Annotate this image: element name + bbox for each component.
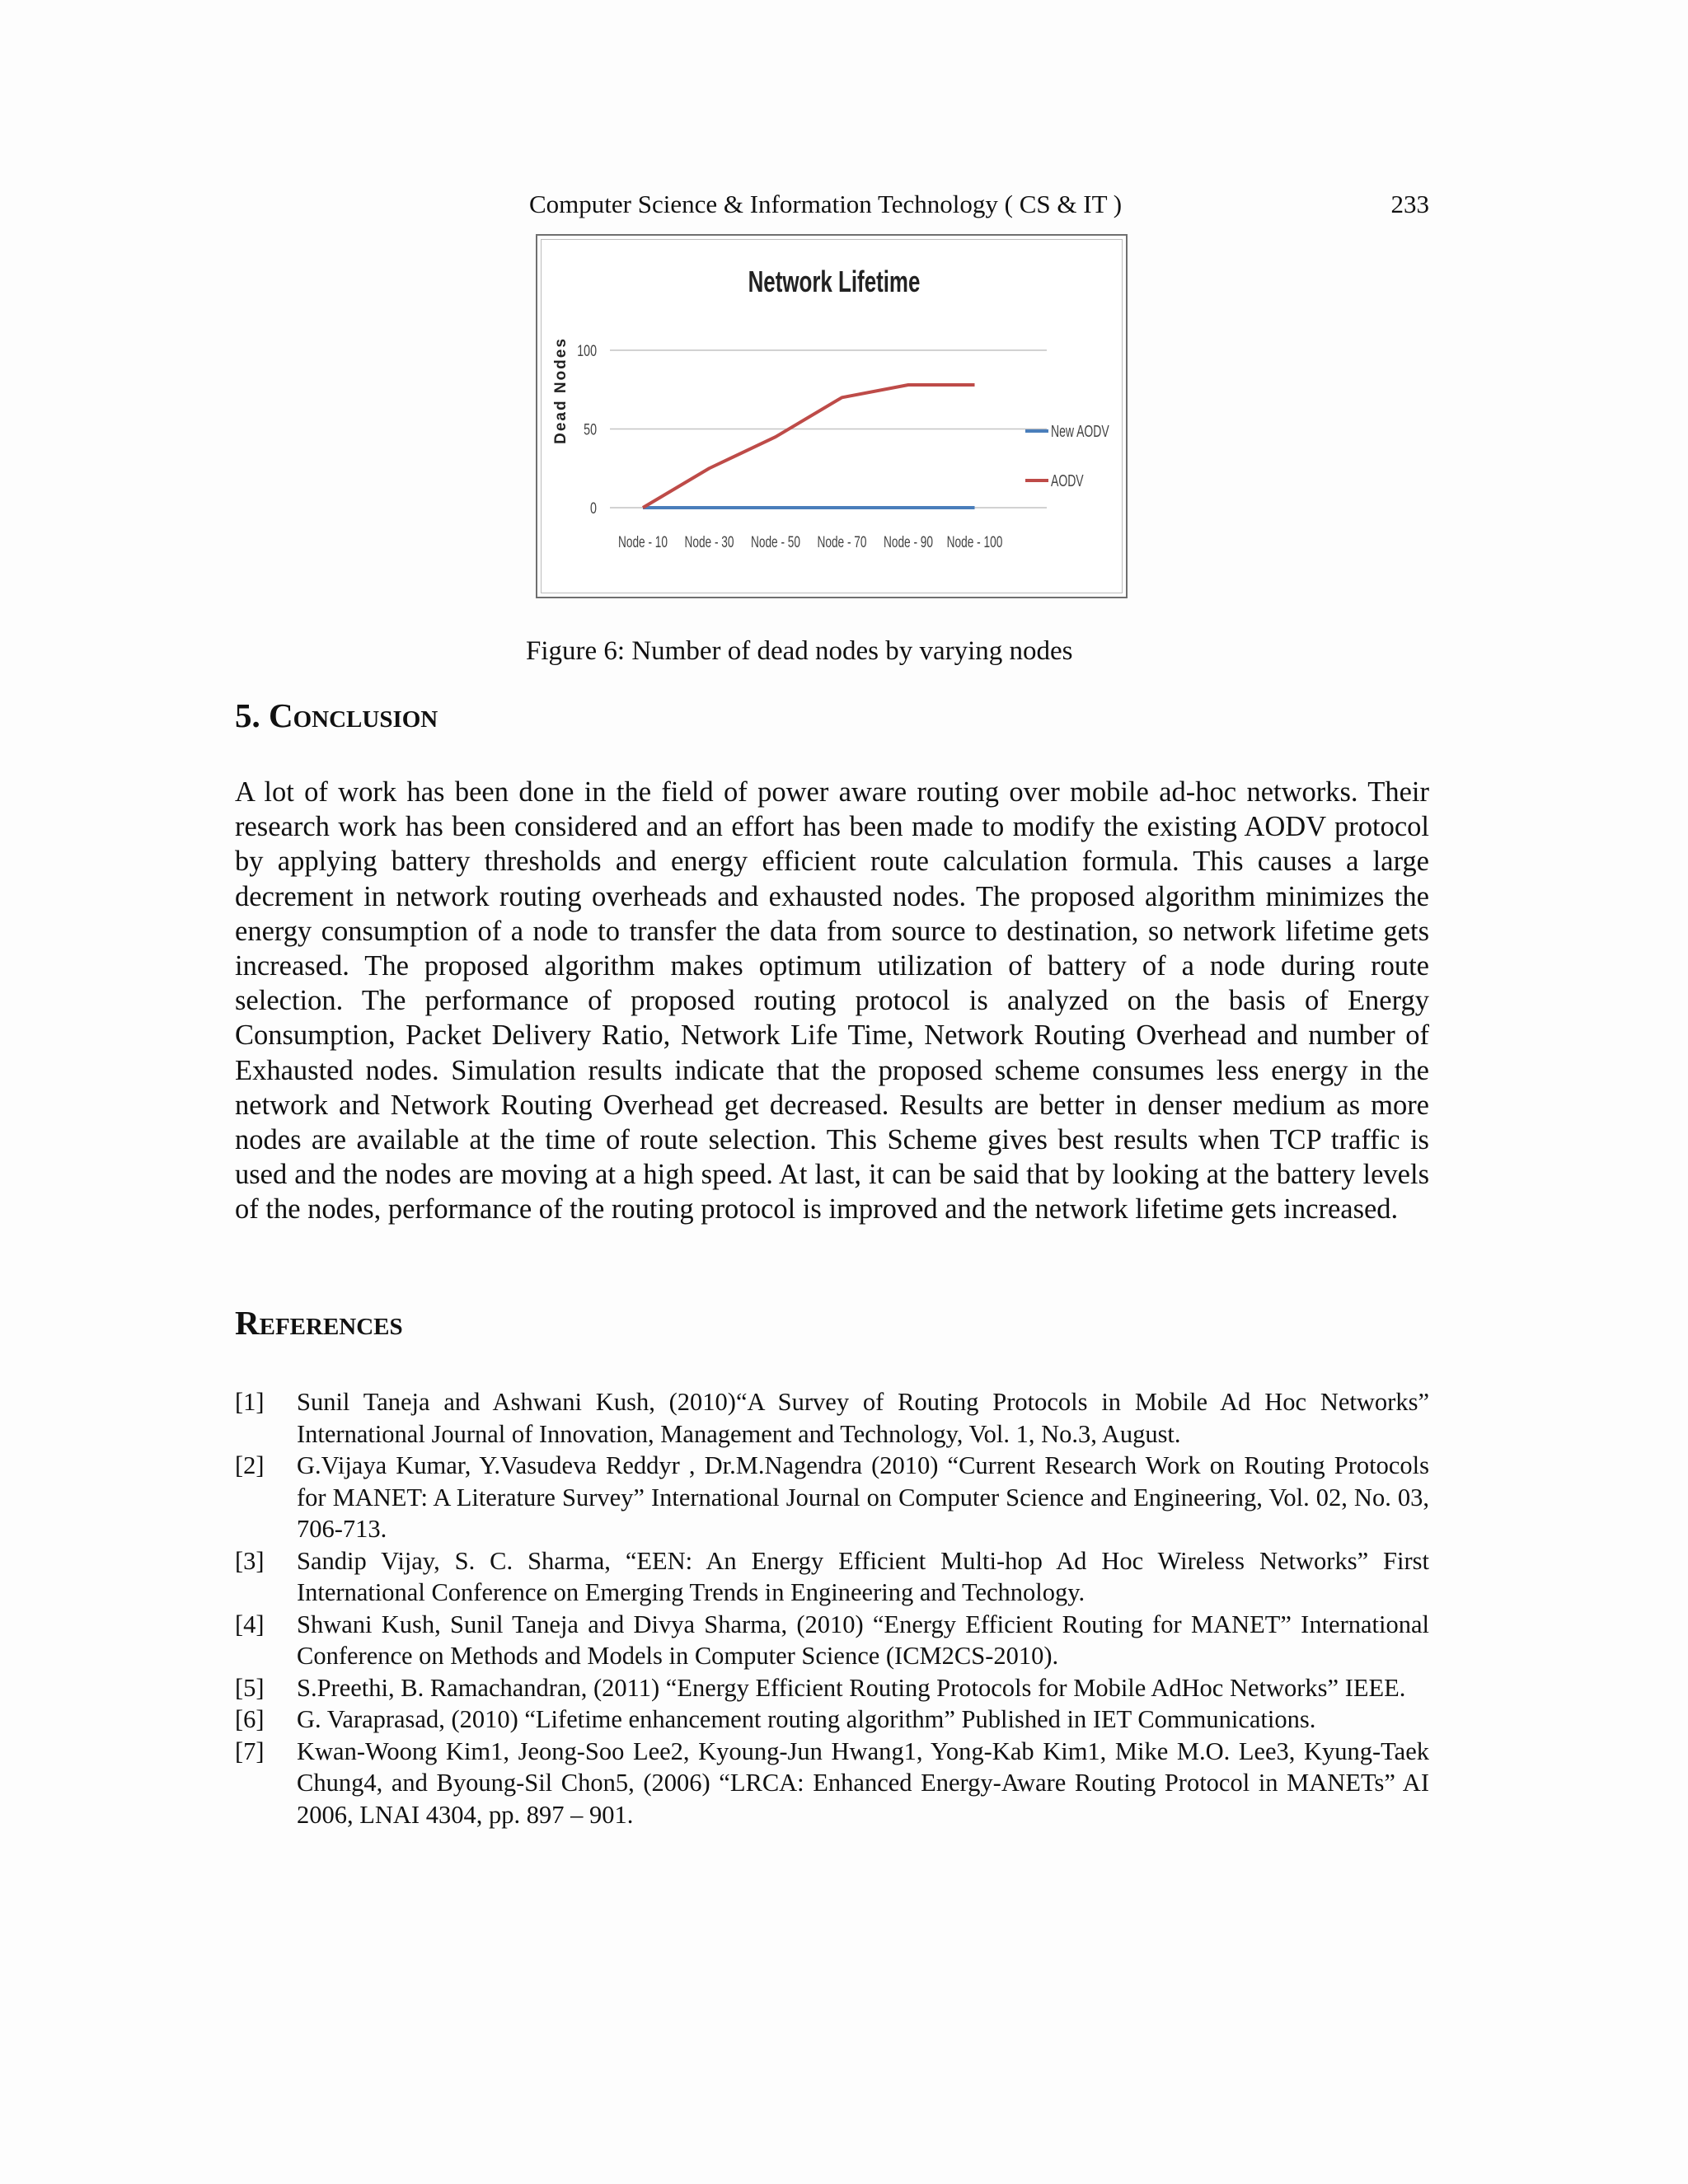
references-heading: References xyxy=(235,1304,403,1342)
x-tick-label: Node - 50 xyxy=(750,532,801,551)
x-tick-label: Node - 100 xyxy=(946,532,1003,551)
reference-item xyxy=(235,1672,1429,1704)
y-tick-labels xyxy=(577,342,597,517)
x-tick-labels xyxy=(618,533,1002,551)
reference-text: G. Varaprasad, (2010) “Lifetime enhancement routing algorithm” Published in IET Communications. xyxy=(297,1705,1316,1733)
conclusion-paragraph: A lot of work has been done in the field of power aware routing over mobile ad-hoc networks. Their research work has been considered and an effort has been made to modify the existing AODV protocol by applying battery thresholds and energy efficient route calculation formula. This causes a large decrement in network routing overheads and exhausted nodes. The proposed algorithm minimizes the energy consumption of a node to transfer the data from source to destination, so network lifetime gets increased. The proposed algorithm makes optimum utilization of battery of a node during route selection. The performance of proposed routing protocol is analyzed on the basis of Energy Consumption, Packet Delivery Ratio, Network Life Time, Network Routing Overhead and number of Exhausted nodes. Simulation results indicate that the proposed scheme consumes less energy in the network and Network Routing Overhead get decreased. Results are better in denser medium as more nodes are available at the time of route selection. This Scheme gives best results when TCP traffic is used and the nodes are moving at a high speed. At last, it can be said that by looking at the battery levels of the nodes, performance of the routing protocol is improved and the network lifetime gets increased. xyxy=(235,776,1429,1226)
reference-item xyxy=(235,1609,1429,1672)
y-tick-label: 100 xyxy=(577,342,597,360)
running-title: Computer Science & Information Technology ( CS & IT ) xyxy=(529,190,1123,218)
figure-network-lifetime xyxy=(536,234,1128,598)
reference-item xyxy=(235,1386,1429,1450)
reference-item xyxy=(235,1704,1429,1736)
figure-caption: Figure 6: Number of dead nodes by varying nodes xyxy=(526,636,1073,666)
reference-number: [7] xyxy=(235,1736,265,1765)
reference-item xyxy=(235,1450,1429,1545)
reference-text: Kwan-Woong Kim1, Jeong-Soo Lee2, Kyoung-Jun Hwang1, Yong-Kab Kim1, Mike M.O. Lee3, Kyung-Taek Chung4, and Byoung-Sil Chon5, (2006) “LRCA: Enhanced Energy-Aware Routing Protocol in MANETs” AI 2006, LNAI 4304, pp. 897 – 901. xyxy=(297,1736,1429,1829)
chart-legend xyxy=(1025,421,1109,490)
reference-number: [2] xyxy=(235,1451,265,1479)
reference-text: G.Vijaya Kumar, Y.Vasudeva Reddyr , Dr.M.Nagendra (2010) “Current Research Work on Routing Protocols for MANET: A Literature Survey” International Journal on Computer Science and Engineering, Vol. 02, No. 03, 706-713. xyxy=(297,1451,1429,1543)
reference-list xyxy=(235,1386,1429,1830)
reference-number: [6] xyxy=(235,1705,265,1733)
reference-number: [4] xyxy=(235,1610,265,1638)
legend-label: AODV xyxy=(1051,471,1084,490)
y-axis-label: Dead Nodes xyxy=(552,337,570,444)
reference-text: Sunil Taneja and Ashwani Kush, (2010)“A Survey of Routing Protocols in Mobile Ad Hoc Networks” International Journal of Innovation, Management and Technology, Vol. 1, No.3, August. xyxy=(297,1388,1429,1448)
legend-label: New AODV xyxy=(1051,421,1109,441)
y-tick-label: 0 xyxy=(590,499,597,518)
series-line-aodv xyxy=(643,385,975,508)
x-tick-label: Node - 90 xyxy=(883,532,934,551)
page-number: 233 xyxy=(1390,190,1429,218)
x-tick-label: Node - 30 xyxy=(684,532,734,551)
y-tick-label: 50 xyxy=(584,420,597,439)
reference-number: [5] xyxy=(235,1673,265,1702)
reference-item xyxy=(235,1545,1429,1609)
reference-item xyxy=(235,1736,1429,1831)
reference-number: [1] xyxy=(235,1388,265,1416)
x-tick-label: Node - 70 xyxy=(817,532,867,551)
reference-text: Shwani Kush, Sunil Taneja and Divya Sharma, (2010) “Energy Efficient Routing for MANET” International Conference on Methods and Models in Computer Science (ICM2CS-2010). xyxy=(297,1610,1429,1670)
x-tick-label: Node - 10 xyxy=(617,532,668,551)
chart-title: Network Lifetime xyxy=(748,265,921,299)
chart-series xyxy=(643,385,975,508)
reference-number: [3] xyxy=(235,1546,265,1575)
chart-gridlines xyxy=(610,350,1047,508)
reference-text: S.Preethi, B. Ramachandran, (2011) “Energy Efficient Routing Protocols for Mobile AdHoc Networks” IEEE. xyxy=(297,1673,1406,1702)
network-lifetime-chart xyxy=(537,236,1126,597)
page-header xyxy=(529,186,1429,223)
conclusion-heading: 5. Conclusion xyxy=(235,696,438,734)
reference-text: Sandip Vijay, S. C. Sharma, “EEN: An Energy Efficient Multi-hop Ad Hoc Wireless Networks” First International Conference on Emerging Trends in Engineering and Technology. xyxy=(297,1546,1429,1606)
